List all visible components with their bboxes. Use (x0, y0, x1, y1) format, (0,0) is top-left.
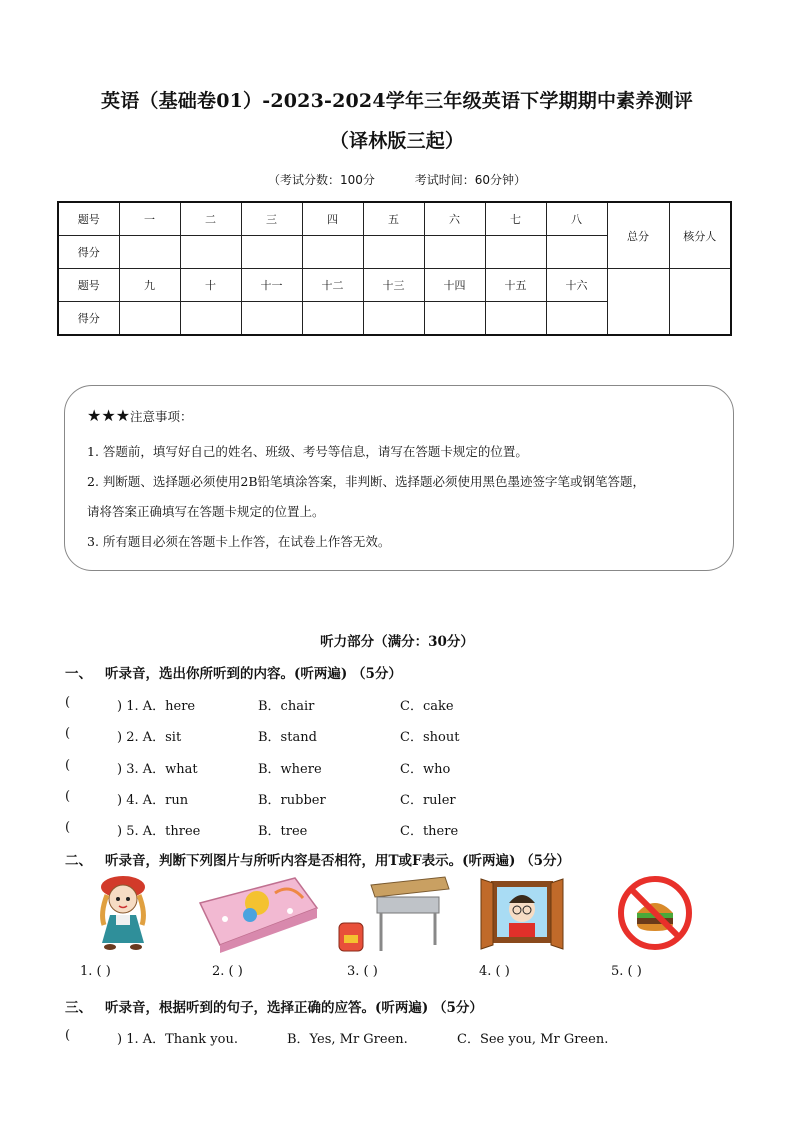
option-b[interactable]: B．tree (258, 824, 308, 839)
col-header: 六 (424, 202, 485, 236)
score-cell[interactable] (424, 302, 485, 336)
notice-item: 请将答案正确填写在答题卡规定的位置上。 (87, 504, 325, 519)
answer-paren[interactable]: ( (65, 1028, 71, 1043)
notice-item: 3. 所有题目必须在答题卡上作答，在试卷上作答无效。 (87, 534, 391, 549)
score-cell[interactable] (180, 302, 241, 336)
option-c[interactable]: C．See you, Mr Green. (457, 1032, 609, 1047)
part1-text: 听录音，选出你所听到的内容。(听两遍) （5分） (105, 666, 402, 682)
option-b[interactable]: B．rubber (258, 793, 326, 808)
score-cell[interactable] (119, 302, 180, 336)
col-header: 十二 (302, 269, 363, 302)
col-header: 一 (119, 202, 180, 236)
score-cell[interactable] (363, 302, 424, 336)
option-a[interactable]: ) 1. A．here (117, 699, 196, 714)
picture-answer[interactable]: 4. ( ) (479, 964, 510, 979)
picture-answer[interactable]: 1. ( ) (80, 964, 111, 979)
page-subtitle: （译林版三起） (329, 130, 465, 152)
label-score: 得分 (58, 302, 119, 336)
score-cell[interactable] (363, 236, 424, 269)
window-icon (479, 873, 565, 951)
label-number: 题号 (58, 269, 119, 302)
notice-item: 1. 答题前，填写好自己的姓名、班级、考号等信息，请写在答题卡规定的位置。 (87, 444, 528, 459)
picture-answer[interactable]: 5. ( ) (611, 964, 642, 979)
score-cell[interactable] (241, 302, 302, 336)
exam-meta (0, 171, 794, 188)
answer-paren[interactable]: ( (65, 726, 71, 741)
time-text: 考试时间：60分钟） (414, 173, 526, 187)
col-header: 五 (363, 202, 424, 236)
picture-row (0, 873, 794, 953)
pencil-case-icon (195, 873, 320, 953)
col-header: 四 (302, 202, 363, 236)
total-label: 总分 (607, 202, 669, 269)
part2-heading (65, 849, 570, 869)
col-header: 三 (241, 202, 302, 236)
star-icon: ★★★ (87, 406, 131, 425)
col-header: 十三 (363, 269, 424, 302)
option-b[interactable]: B．where (258, 762, 322, 777)
option-c[interactable]: C．cake (400, 699, 454, 714)
notice-heading (87, 406, 711, 425)
option-c[interactable]: C．ruler (400, 793, 456, 808)
option-a[interactable]: ) 3. A．what (117, 762, 198, 777)
checker-cell[interactable] (669, 269, 731, 336)
notice-item: 2. 判断题、选择题必须使用2B铅笔填涂答案，非判断、选择题必须使用黑色墨迹签字笔或钢笔答题， (87, 474, 646, 489)
option-a[interactable]: ) 4. A．run (117, 793, 189, 808)
score-table (57, 201, 732, 336)
score-cell[interactable] (302, 302, 363, 336)
option-b[interactable]: B．stand (258, 730, 317, 745)
desk-icon (335, 873, 453, 953)
no-burger-icon (615, 873, 695, 951)
option-c[interactable]: C．who (400, 762, 451, 777)
score-cell[interactable] (180, 236, 241, 269)
label-score: 得分 (58, 236, 119, 269)
score-cell[interactable] (485, 302, 546, 336)
picture-answer[interactable]: 2. ( ) (212, 964, 243, 979)
answer-paren[interactable]: ( (65, 820, 71, 835)
page-title: 英语（基础卷01）-2023-2024学年三年级英语下学期期中素养测评 (101, 90, 693, 112)
score-cell[interactable] (302, 236, 363, 269)
col-header: 十六 (546, 269, 607, 302)
col-header: 七 (485, 202, 546, 236)
score-cell[interactable] (546, 302, 607, 336)
answer-paren[interactable]: ( (65, 695, 71, 710)
part2-number: 二、 (65, 853, 92, 869)
option-a[interactable]: ) 5. A．three (117, 824, 201, 839)
col-header: 九 (119, 269, 180, 302)
col-header: 十五 (485, 269, 546, 302)
option-b[interactable]: B．Yes, Mr Green. (287, 1032, 408, 1047)
listening-title: 听力部分（满分：30分） (320, 634, 474, 650)
total-cell[interactable] (607, 269, 669, 336)
score-cell[interactable] (546, 236, 607, 269)
answer-paren[interactable]: ( (65, 789, 71, 804)
part1-number: 一、 (65, 666, 92, 682)
score-text: （考试分数：100分 (267, 173, 375, 187)
col-header: 八 (546, 202, 607, 236)
label-number: 题号 (58, 202, 119, 236)
part2-text: 听录音，判断下列图片与所听内容是否相符，用T或F表示。(听两遍) （5分） (105, 853, 570, 869)
option-c[interactable]: C．shout (400, 730, 460, 745)
checker-label: 核分人 (669, 202, 731, 269)
notice-box (64, 385, 734, 571)
score-cell[interactable] (485, 236, 546, 269)
doll-icon (88, 873, 158, 951)
option-b[interactable]: B．chair (258, 699, 315, 714)
option-a[interactable]: ) 1. A．Thank you. (117, 1032, 238, 1047)
option-c[interactable]: C．there (400, 824, 459, 839)
answer-paren[interactable]: ( (65, 758, 71, 773)
part1-heading (65, 662, 402, 682)
col-header: 二 (180, 202, 241, 236)
part3-text: 听录音，根据听到的句子，选择正确的应答。(听两遍) （5分） (105, 1000, 483, 1016)
notice-heading-text: 注意事项： (130, 409, 193, 424)
score-cell[interactable] (424, 236, 485, 269)
col-header: 十 (180, 269, 241, 302)
part3-number: 三、 (65, 1000, 92, 1016)
option-a[interactable]: ) 2. A．sit (117, 730, 182, 745)
score-cell[interactable] (241, 236, 302, 269)
score-cell[interactable] (119, 236, 180, 269)
picture-answer[interactable]: 3. ( ) (347, 964, 378, 979)
part3-heading (65, 996, 483, 1016)
col-header: 十一 (241, 269, 302, 302)
col-header: 十四 (424, 269, 485, 302)
